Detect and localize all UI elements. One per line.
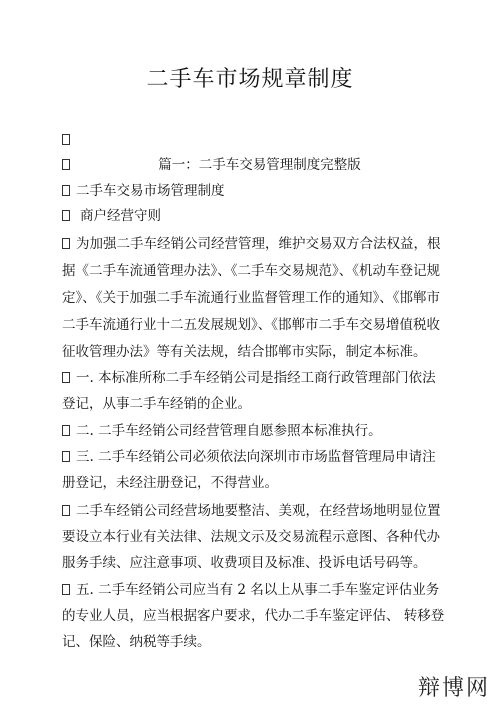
placeholder-box-icon <box>62 505 70 516</box>
paragraph-line <box>62 422 452 440</box>
placeholder-box-icon <box>62 159 70 170</box>
heading-1: 二手车交易市场管理制度 <box>76 183 225 199</box>
heading-2: 商户经营守则 <box>80 208 161 224</box>
paragraph-line: 要设立本行业有关法律、法规文示及交易流程示意图、各种代办 <box>62 529 440 545</box>
paragraph-line <box>62 581 452 599</box>
paragraph-line: 记、保险、纳税等手续。 <box>62 634 211 650</box>
paragraph-text: 五. 二手车经销公司应当有 2 名以上从事二手车鉴定评估业务 <box>76 582 440 598</box>
document-title: 二手车市场规章制度 <box>146 67 354 92</box>
paragraph-line <box>62 502 452 520</box>
paragraph-line <box>62 448 452 466</box>
placeholder-box-icon <box>62 425 70 436</box>
paragraph-line: 二手车流通行业十二五发展规划》、《邯郸市二手车交易增值税收 <box>62 317 440 333</box>
placeholder-box-icon <box>62 134 70 145</box>
paragraph-text: 二手车经销公司经营场地要整洁、美观，在经营场地明显位置 <box>76 503 441 519</box>
paragraph-line <box>62 369 452 387</box>
paragraph-text: 三. 二手车经销公司必须依法向深圳市市场监督管理局申请注 <box>76 449 436 465</box>
placeholder-box-icon <box>62 238 70 249</box>
placeholder-box-icon <box>62 451 70 462</box>
paragraph-text: 为加强二手车经销公司经营管理，维护交易双方合法权益，根 <box>76 236 441 252</box>
heading-line <box>62 182 452 200</box>
paragraph-line: 的专业人员，应当根据客户要求，代办二手车鉴定评估、 转移登 <box>62 608 445 624</box>
paragraph-line: 定》、《关于加强二手车流通行业监督管理工作的通知》、《邯郸市 <box>62 290 440 306</box>
paragraph-line: 征收管理办法》等有关法规，结合邯郸市实际，制定本标准。 <box>62 344 427 360</box>
placeholder-box-icon <box>62 372 70 383</box>
paragraph-text: 一. 本标准所称二手车经销公司是指经工商行政管理部门依法 <box>76 370 436 386</box>
paragraph-line <box>62 235 452 253</box>
subtitle: 篇一：二手车交易管理制度完整版 <box>158 157 361 173</box>
heading-line <box>62 207 452 225</box>
paragraph-text: 二. 二手车经销公司经营管理自愿参照本标准执行。 <box>76 423 382 439</box>
paragraph-line: 册登记，未经注册登记，不得营业。 <box>62 475 278 491</box>
paragraph-line: 服务手续、应注意事项、收费项目及标准、投诉电话号码等。 <box>62 555 427 571</box>
placeholder-box-icon <box>62 584 70 595</box>
placeholder-box-icon <box>62 210 70 221</box>
placeholder-box-icon <box>62 185 70 196</box>
watermark-logo: 辩博网 <box>417 676 490 701</box>
paragraph-line: 登记，从事二手车经销的企业。 <box>62 396 251 412</box>
paragraph-line: 据《二手车流通管理办法》、《二手车交易规范》、《机动车登记规 <box>62 263 440 279</box>
subtitle-line <box>62 156 452 174</box>
